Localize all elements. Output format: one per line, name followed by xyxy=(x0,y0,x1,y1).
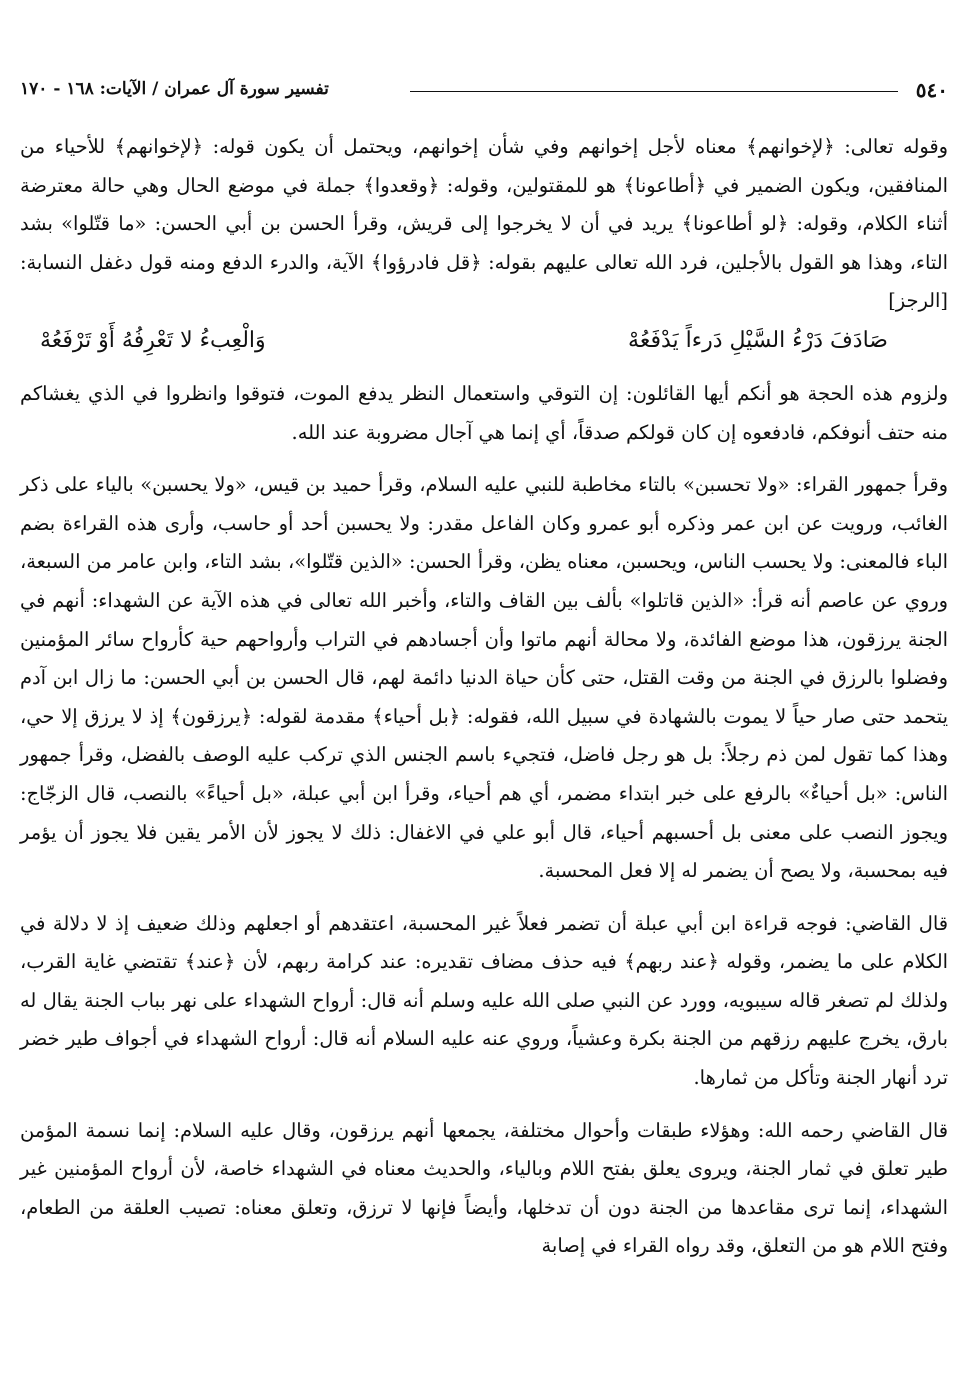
page-number: ٥٤٠ xyxy=(915,78,948,102)
page-body xyxy=(20,128,948,1266)
poetry-verse xyxy=(20,321,948,361)
paragraph-2: ولزوم هذه الحجة هو أنكم أيها القائلون: إن التوقي واستعمال النظر يدفع الموت، فتوقوا وانظروا في الذي يغشاكم منه حتف أنوفكم، فادفعوه إن كان قولكم صدقاً، أي إنما هي آجال مضروبة عند الله. xyxy=(20,381,948,444)
header-rule xyxy=(410,91,898,92)
running-title: تفسير سورة آل عمران / الآيات: ١٦٨ - ١٧٠ xyxy=(20,79,329,99)
verse-hemistich-first: صَادَفَ دَرْءُ السَّيْلِ دَرءاً يَدْفَعُهْ xyxy=(628,327,888,353)
running-header xyxy=(20,78,948,106)
paragraph-3: وقرأ جمهور القراء: «ولا تحسبن» بالتاء مخاطبة للنبي عليه السلام، وقرأ حميد بن قيس، «ولا يحسبن» بالياء على ذكر الغائب، ورويت عن ابن عمر وذكره أبو عمرو وكان الفاعل مقدر: ولا يحسبن أحد أو حاسب، وأرى هذه القراءة بضم الباء فالمعنى: ولا يحسب الناس، ويحسبن، معناه يظن، وقرأ الحسن: «الذين قتّلوا»، بشد التاء، وابن عامر من السبعة، وروي عن عاصم أنه قرأ: «الذين قاتلوا» بألف بين القاف والتاء، وأخبر الله تعالى في هذه الآية عن الشهداء: أنهم في الجنة يرزقون، هذا موضع الفائدة، ولا محالة أنهم ماتوا وأن أجسادهم في التراب وأرواحهم حية كأرواح سائر المؤمنين وفضلوا بالرزق في الجنة من وقت القتل، حتى كأن حياة الدنيا دائمة لهم، قال الحسن بن أبي الحسن: ما زال ابن آدم يتحمد حتى صار حياً لا يموت بالشهادة في سبيل الله، فقوله: ﴿بل أحياء﴾ مقدمة لقوله: ﴿يرزقون﴾ إذ لا يرزق إلا حي، وهذا كما تقول لمن ذم رجلاً: بل هو رجل فاضل، فتجيء باسم الجنس الذي تركب عليه الوصف بالفضل، وقرأ جمهور الناس: «بل أحياءٌ» بالرفع على خبر ابتداء مضمر، أي هم أحياء، وقرأ ابن أبي عبلة، «بل أحياءً» بالنصب، قال الزجّاج: ويجوز النصب على معنى بل أحسبهم أحياء، قال أبو علي في الاغفال: ذلك لا يجوز لأن الأمر يقين فلا يجوز أن يؤمر فيه بمحسبة، ولا يصح أن يضمر له إلا فعل المحسبة. xyxy=(20,473,948,883)
paragraph-4: قال القاضي: فوجه قراءة ابن أبي عبلة أن تضمر فعلاً غير المحسبة، اعتقدهم أو اجعلهم وذلك ضعيف إذ لا دلالة في الكلام على ما يضمر، وقوله ﴿عند ربهم﴾ فيه حذف مضاف تقديره: عند كرامة ربهم، لأن ﴿عند﴾ تقتضي غاية القرب، ولذلك لم تصغر قاله سيبويه، وورد عن النبي صلى الله عليه وسلم أنه قال: أرواح الشهداء على نهر بباب الجنة يقال له بارق، يخرج عليهم رزقهم من الجنة بكرة وعشياً، وروي عنه عليه السلام أنه قال: أرواح الشهداء في أجواف طير خضر ترد أنهار الجنة وتأكل من ثمارها. xyxy=(20,911,948,1090)
verse-hemistich-second: وَالْعِبءُ لا تَعْرِفُهُ أَوْ تَرْفَعُهْ xyxy=(40,327,266,353)
paragraph-1: وقوله تعالى: ﴿لإخوانهم﴾ معناه لأجل إخوانهم وفي شأن إخوانهم، ويحتمل أن يكون قوله: ﴿لإخوانهم﴾ للأحياء من المنافقين، ويكون الضمير في ﴿أطاعونا﴾ هو للمقتولين، وقوله: ﴿وقعدوا﴾ جملة في موضع الحال وهي حالة معترضة أثناء الكلام، وقوله: ﴿لو أطاعونا﴾ يريد في أن لا يخرجوا إلى قريش، وقرأ الحسن بن أبي الحسن: «ما قتّلوا» بشد التاء، وهذا هو القول بالأجلين، فرد الله تعالى عليهم بقوله: ﴿قل فادرؤوا﴾ الآية، والدرء الدفع ومنه قول دغفل النسابة: [الرجز] xyxy=(20,135,948,313)
paragraph-5: قال القاضي رحمه الله: وهؤلاء طبقات وأحوال مختلفة، يجمعها أنهم يرزقون، وقال عليه السلام: إنما نسمة المؤمن طير تعلق في ثمار الجنة، ويروى يعلق بفتح اللام وبالياء، والحديث معناه في الشهداء خاصة، لأن أرواح المؤمنين غير الشهداء، إنما ترى مقاعدها من الجنة دون أن تدخلها، وأيضاً فإنها لا ترزق، وتعلق معناه: تصيب العلقة من الطعام، وفتح اللام هو من التعلق، وقد رواه القراء في إصابة xyxy=(20,1118,948,1258)
